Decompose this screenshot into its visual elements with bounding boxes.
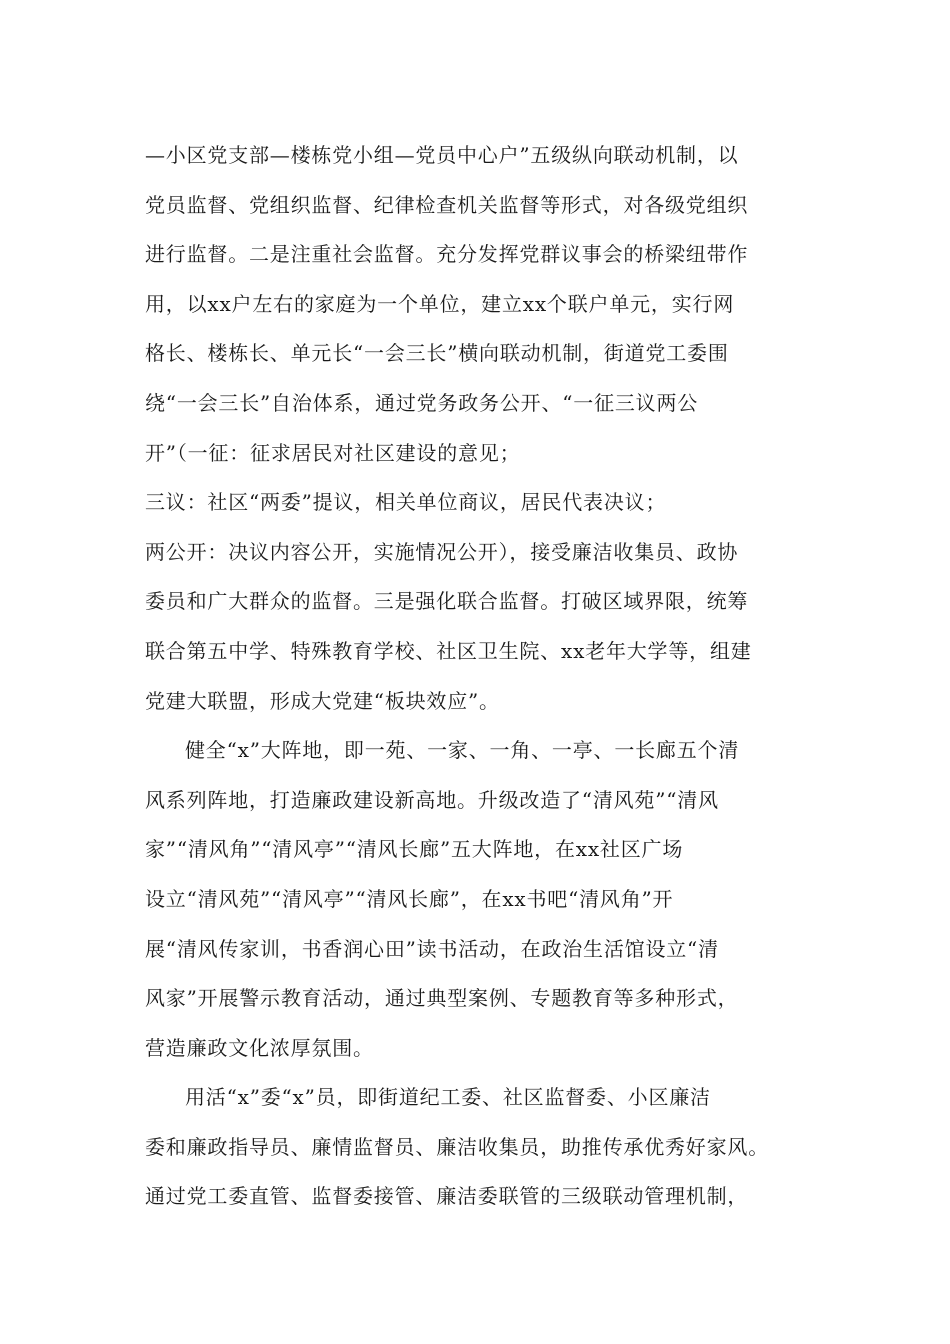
text-line: 绕“一会三长”自治体系，通过党务政务公开、“一征三议两公 xyxy=(145,390,699,415)
paragraph-first-line: 健全“x”大阵地，即一苑、一家、一角、一亭、一长廊五个清 xyxy=(185,738,740,763)
text-line: 格长、楼栋长、单元长“一会三长”横向联动机制，街道党工委围 xyxy=(145,341,729,366)
text-line: 风系列阵地，打造廉政建设新高地。升级改造了“清风苑”“清风 xyxy=(145,787,719,812)
text-line: 通过党工委直管、监督委接管、廉洁委联管的三级联动管理机制， xyxy=(145,1184,749,1209)
text-line: 用，以xx户左右的家庭为一个单位，建立xx个联户单元，实行网 xyxy=(145,291,735,316)
text-line: —小区党支部—楼栋党小组—党员中心户”五级纵向联动机制，以 xyxy=(145,143,739,167)
text-line: 委员和广大群众的监督。三是强化联合监督。打破区域界限，统筹 xyxy=(145,589,749,614)
text-line: 风家”开展警示教育活动，通过典型案例、专题教育等多种形式， xyxy=(145,986,739,1011)
text-line: 开”（一征：征求居民对社区建设的意见； xyxy=(145,440,521,465)
text-line: 设立“清风苑”“清风亭”“清风长廊”，在xx书吧“清风角”开 xyxy=(145,886,674,911)
text-line: 家”“清风角”“清风亭”“清风长廊”五大阵地，在xx社区广场 xyxy=(145,837,684,862)
text-line: 联合第五中学、特殊教育学校、社区卫生院、xx老年大学等，组建 xyxy=(145,638,752,663)
text-line: 委和廉政指导员、廉情监督员、廉洁收集员，助推传承优秀好家风。 xyxy=(145,1134,769,1159)
paragraph-first-line: 用活“x”委“x”员，即街道纪工委、社区监督委、小区廉洁 xyxy=(185,1085,711,1110)
text-line: 党员监督、党组织监督、纪律检查机关监督等形式，对各级党组织 xyxy=(145,192,749,217)
text-line: 三议：社区“两委”提议，相关单位商议，居民代表决议； xyxy=(145,490,667,515)
text-line: 展“清风传家训，书香润心田”读书活动，在政治生活馆设立“清 xyxy=(145,936,719,961)
text-line: 党建大联盟，形成大党建“板块效应”。 xyxy=(145,688,500,713)
text-line: 进行监督。二是注重社会监督。充分发挥党群议事会的桥梁纽带作 xyxy=(145,242,749,267)
body-text xyxy=(145,131,845,1222)
text-line: 营造廉政文化浓厚氛围。 xyxy=(145,1035,374,1060)
text-line: 两公开：决议内容公开，实施情况公开），接受廉洁收集员、政协 xyxy=(145,539,739,564)
